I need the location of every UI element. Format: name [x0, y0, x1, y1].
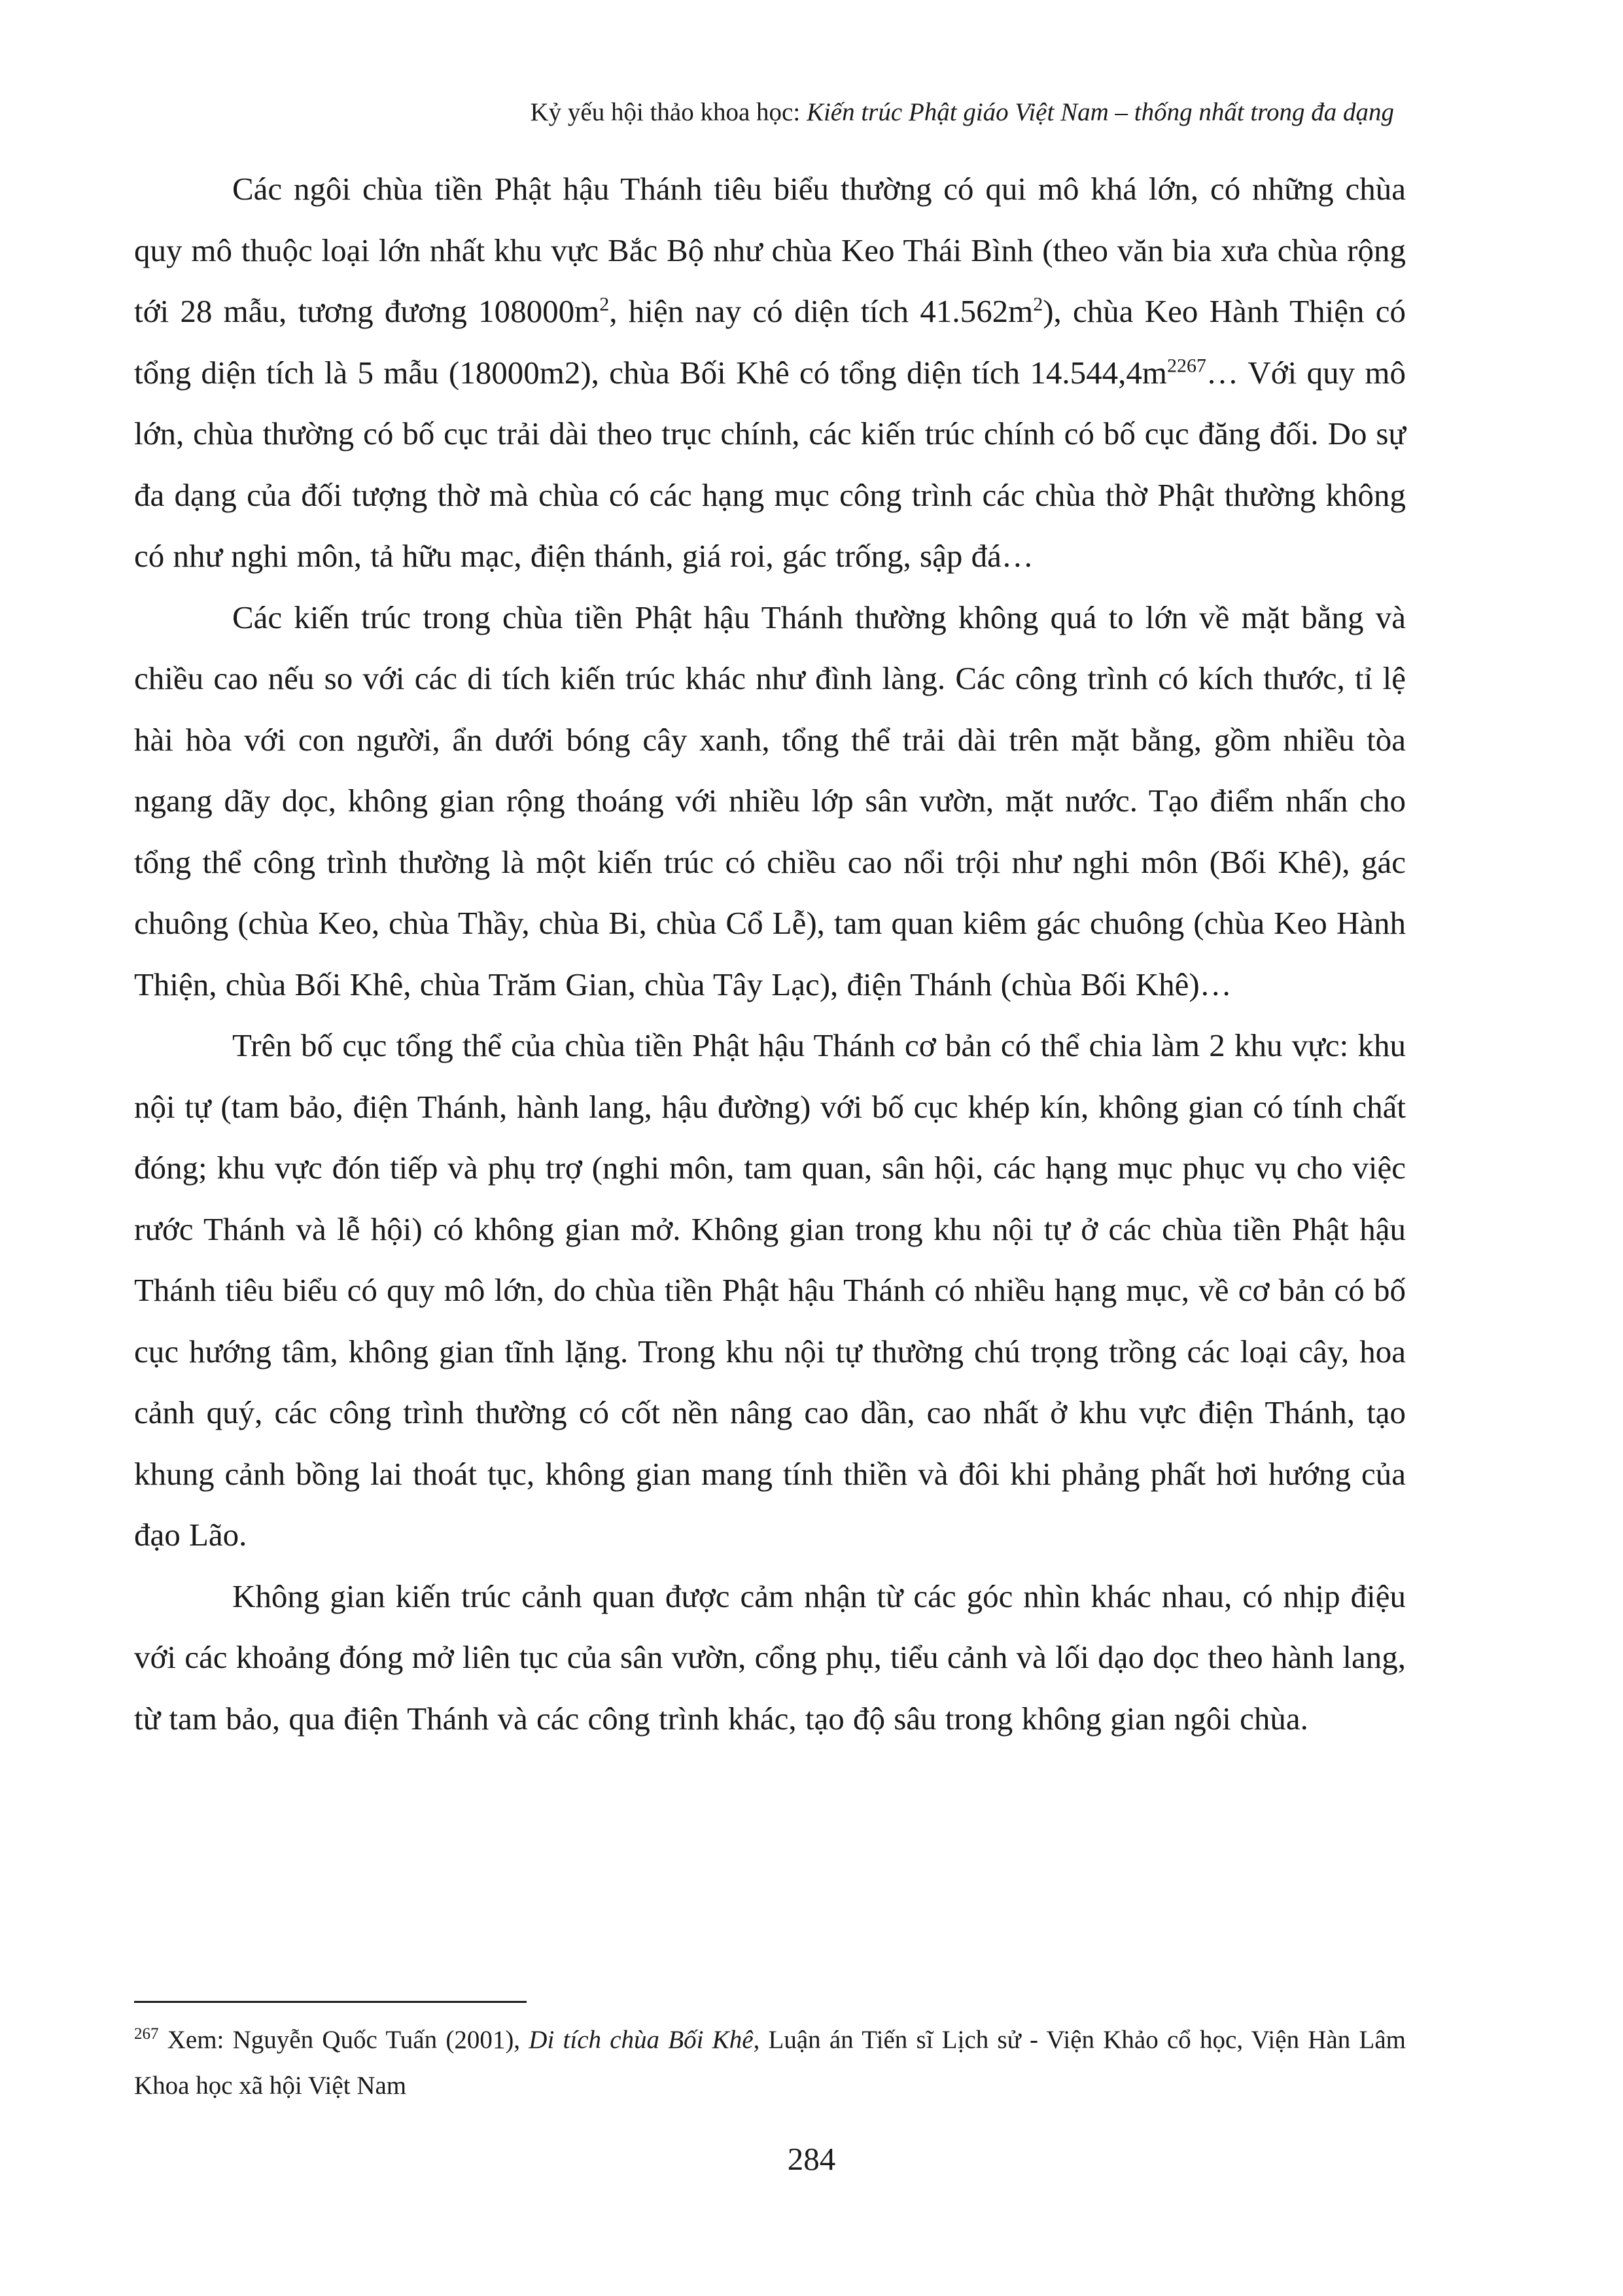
paragraph-1-part-a: Các ngôi chùa tiền Phật hậu Thánh tiêu biểu thường có qui mô khá lớn, có những chùa quy mô thuộc loại lớn nhất khu vực Bắc Bộ như chùa Keo Thái Bình (theo văn bia xưa chùa rộng tới 28 mẫu, tương đương 108000m — [134, 171, 1406, 329]
footnote — [134, 2017, 1406, 2109]
paragraph-2: Các kiến trúc trong chùa tiền Phật hậu Thánh thường không quá to lớn về mặt bằng và chiều cao nếu so với các di tích kiến trúc khác như đình làng. Các công trình có kích thước, tỉ lệ hài hòa với con người, ẩn dưới bóng cây xanh, tổng thể trải dài trên mặt bằng, gồm nhiều tòa ngang dãy dọc, không gian rộng thoáng với nhiều lớp sân vườn, mặt nước. Tạo điểm nhấn cho tổng thể công trình thường là một kiến trúc có chiều cao nổi trội như nghi môn (Bối Khê), gác chuông (chùa Keo, chùa Thầy, chùa Bi, chùa Cổ Lễ), tam quan kiêm gác chuông (chùa Keo Hành Thiện, chùa Bối Khê, chùa Trăm Gian, chùa Tây Lạc), điện Thánh (chùa Bối Khê)… — [134, 599, 1406, 1002]
running-header-prefix: Kỷ yếu hội thảo khoa học: — [530, 98, 807, 126]
paragraph-4: Không gian kiến trúc cảnh quan được cảm nhận từ các góc nhìn khác nhau, có nhịp điệu với các khoảng đóng mở liên tục của sân vườn, cổng phụ, tiểu cảnh và lối dạo dọc theo hành lang, từ tam bảo, qua điện Thánh và các công trình khác, tạo độ sâu trong không gian ngôi chùa. — [134, 1578, 1406, 1737]
footnote-text-a: Xem: Nguyễn Quốc Tuấn (2001), — [158, 2026, 529, 2054]
superscript-squared: 2 — [599, 293, 610, 315]
footnote-work-title: Di tích chùa Bối Khê, — [529, 2026, 760, 2054]
paragraph-1-part-b: , hiện nay có diện tích 41.562m — [609, 293, 1034, 329]
running-header — [531, 97, 1394, 128]
superscript-squared: 2 — [1033, 293, 1043, 315]
running-header-title: Kiến trúc Phật giáo Việt Nam – thống nhất trong đa dạng — [806, 98, 1394, 126]
paragraph-1-part-c: ), chùa Keo Hành Thiện có tổng diện tích là 5 mẫu (18000m2), chùa Bối Khê có tổng diện tích 14.544,4m — [134, 293, 1406, 391]
footnote-number: 267 — [134, 2025, 159, 2043]
paragraph-3: Trên bố cục tổng thể của chùa tiền Phật hậu Thánh cơ bản có thể chia làm 2 khu vực: khu nội tự (tam bảo, điện Thánh, hành lang, hậu đường) với bố cục khép kín, không gian có tính chất đóng; khu vực đón tiếp và phụ trợ (nghi môn, tam quan, sân hội, các hạng mục phục vụ cho việc rước Thánh và lễ hội) có không gian mở. Không gian trong khu nội tự ở các chùa tiền Phật hậu Thánh tiêu biểu có quy mô lớn, do chùa tiền Phật hậu Thánh có nhiều hạng mục, về cơ bản có bố cục hướng tâm, không gian tĩnh lặng. Trong khu nội tự thường chú trọng trồng các loại cây, hoa cảnh quý, các công trình thường có cốt nền nâng cao dần, cao nhất ở khu vực điện Thánh, tạo khung cảnh bồng lai thoát tục, không gian mang tính thiền và đôi khi phảng phất hơi hướng của đạo Lão. — [134, 1027, 1406, 1553]
body-text — [134, 158, 1406, 1749]
page-number: 284 — [787, 2141, 836, 2177]
footnote-reference[interactable]: 2267 — [1166, 355, 1206, 377]
footnote-text-b: Luận án Tiến sĩ Lịch sử - Viện Khảo cổ học, Viện Hàn Lâm Khoa học xã hội Việt Nam — [134, 2026, 1406, 2100]
paragraph-1-part-d: … Với quy mô lớn, chùa thường có bố cục trải dài theo trục chính, các kiến trúc chính có bố cục đăng đối. Do sự đa dạng của đối tượng thờ mà chùa có các hạng mục công trình các chùa thờ Phật thường không có như nghi môn, tả hữu mạc, điện thánh, giá roi, gác trống, sập đá… — [134, 354, 1406, 574]
footnote-separator — [134, 2001, 527, 2003]
paragraph-1 — [134, 158, 1406, 587]
